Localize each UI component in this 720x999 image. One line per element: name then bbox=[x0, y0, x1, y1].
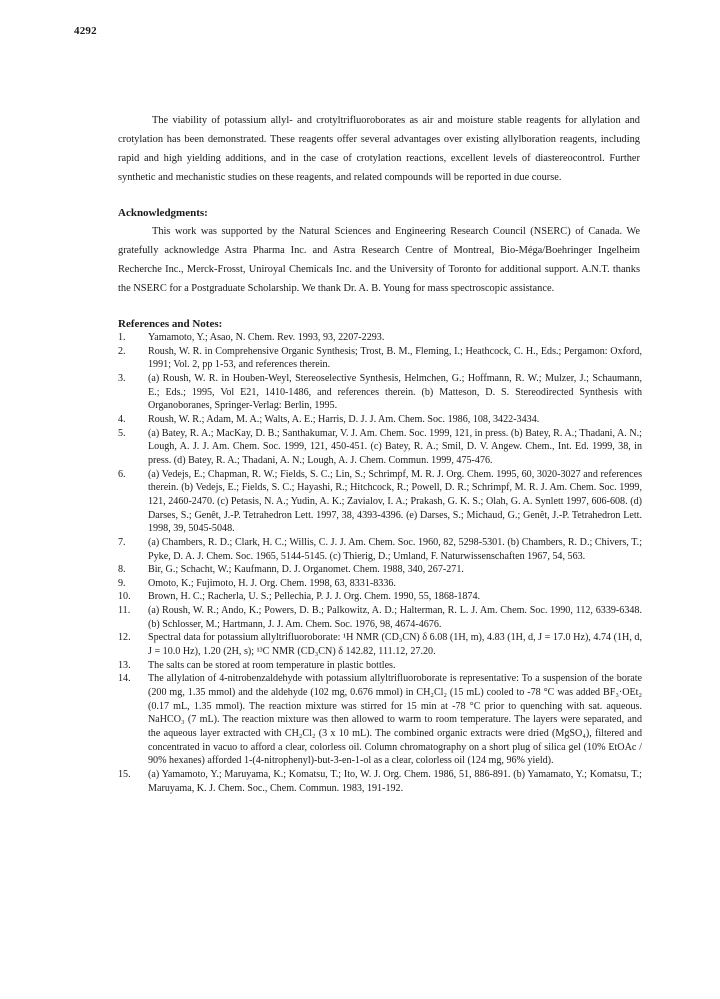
reference-item bbox=[118, 590, 642, 604]
reference-item bbox=[118, 413, 642, 427]
reference-text: (a) Roush, W. R.; Ando, K.; Powers, D. B.; Palkowitz, A. D.; Halterman, R. L. J. Am. Chem. Soc. 1990, 112, 6339-6348. (b) Schlosser, M.; Hartmann, J. J. Am. Chem. Soc. 1976, 98, 4674-4676. bbox=[148, 605, 642, 630]
reference-item bbox=[118, 563, 642, 577]
references-heading: References and Notes: bbox=[118, 318, 223, 330]
reference-number: 9. bbox=[118, 577, 126, 589]
conclusion-text: The viability of potassium allyl- and crotyltrifluoroborates as air and moisture stable reagents for allylation and crotylation has been demonstrated. These reagents offer several advantages over existing allylboration reagents, including rapid and high yielding additions, and in the case of crotylation reactions, excellent levels of diastereocontrol. Further synthetic and mechanistic studies on these reagents, and related compounds will be reported in due course. bbox=[118, 115, 640, 183]
reference-text: Bir, G.; Schacht, W.; Kaufmann, D. J. Organomet. Chem. 1988, 340, 267-271. bbox=[148, 564, 464, 576]
references-list bbox=[118, 331, 642, 795]
reference-number: 5. bbox=[118, 427, 126, 439]
reference-item bbox=[118, 468, 642, 536]
acknowledgments-paragraph bbox=[118, 222, 640, 298]
acknowledgments-text: This work was supported by the Natural Sciences and Engineering Research Council (NSERC) of Canada. We gratefully acknowledge Astra Pharma Inc. and Astra Research Centre of Montreal, Bio-Méga/Boehringer Ingelheim Recherche Inc., Merck-Frosst, Uniroyal Chemicals Inc. and the University of Toronto for additional support. A.N.T. thanks the NSERC for a Postgraduate Scholarship. We thank Dr. A. B. Young for mass spectroscopic assistance. bbox=[118, 226, 640, 294]
reference-text: (a) Vedejs, E.; Chapman, R. W.; Fields, S. C.; Lin, S.; Schrimpf, M. R. J. Org. Chem. 1995, 60, 3020-3027 and references therein. (b) Vedejs, E.; Fields, S. C.; Hayashi, R.; Hitchcock, R.; Powell, D. R.; Schrimpf, M. R. J. Am. Chem. Soc. 1999, 121, 2460-2470. (c) Petasis, N. A.; Yudin, A. K.; Zavialov, I. A.; Prakash, G. K. S.; Olah, G. A. Synlett 1997, 606-608. (d) Darses, S.; Genêt, J.-P. Tetrahedron Lett. 1997, 38, 4393-4396. (e) Darses, S.; Michaud, G.; Genêt, J.-P. Tetrahedron Lett. 1998, 39, 5045-5048. bbox=[148, 468, 642, 535]
reference-text: Roush, W. R.; Adam, M. A.; Walts, A. E.; Harris, D. J. J. Am. Chem. Soc. 1986, 108, 3422-3434. bbox=[148, 413, 540, 425]
reference-number: 7. bbox=[118, 536, 126, 548]
reference-text: (a) Yamamoto, Y.; Maruyama, K.; Komatsu, T.; Ito, W. J. Org. Chem. 1986, 51, 886-891. (b) Yamamato, Y.; Komatsu, T.; Maruyama, K. J. Chem. Soc., Chem. Commun. 1983, 191-192. bbox=[148, 769, 642, 794]
acknowledgments-heading: Acknowledgments: bbox=[118, 207, 208, 219]
reference-item bbox=[118, 536, 642, 563]
reference-number: 8. bbox=[118, 564, 126, 576]
reference-number: 13. bbox=[118, 659, 131, 671]
reference-text: (a) Roush, W. R. in Houben-Weyl, Stereoselective Synthesis, Helmchen, G.; Hoffmann, R. W.; Mulzer, J.; Schaumann, E.; Eds.; 1995, Vol E21, 1410-1486, and references therein. (b) Matteson, D. S. Stereodirected Synthesis with Organoboranes, Springer-Verlag: Berlin, 1995. bbox=[148, 372, 642, 412]
reference-item bbox=[118, 604, 642, 631]
reference-item bbox=[118, 672, 642, 768]
reference-text: Yamamoto, Y.; Asao, N. Chem. Rev. 1993, 93, 2207-2293. bbox=[148, 332, 385, 343]
reference-text: Spectral data for potassium allyltrifluoroborate: ¹H NMR (CD₃CN) δ 6.08 (1H, m), 4.83 (1H, d, J = 17.0 Hz), 4.74 (1H, d, J = 10.0 Hz), 1.20 (2H, s); ¹³C NMR (CD₃CN) δ 142.82, 111.12, 27.20. bbox=[148, 632, 642, 658]
reference-text: The allylation of 4-nitrobenzaldehyde with potassium allyltrifluoroborate is representative: To a suspension of the borate (200 mg, 1.35 mmol) and the aldehyde (102 mg, 0.676 mmol) in CH₂Cl₂ (15 mL) cooled to -78 °C was added BF₃·OEt₂ (0.17 mL, 1.35 mmol). The reaction mixture was stirred for 15 min at -78 °C prior to quenching with sat. aqueous. NaHCO₃ (7 mL). The reaction mixture was then allowed to warm to room temperature. The layers were separated, and the aqueous layer extracted with CH₂Cl₂ (3 x 10 mL). The combined organic extracts were dried (MgSO₄), filtered and concentrated in vacuo to afford a clear, colorless oil. Column chromatography on a short plug of silica gel (10% EtOAc / 90% hexanes) afforded 1-(4-nitrophenyl)-but-3-en-1-ol as a clear, colorless oil (124 mg, 96% yield). bbox=[148, 673, 642, 767]
reference-number: 11. bbox=[118, 605, 131, 617]
reference-item bbox=[118, 427, 642, 468]
conclusion-paragraph bbox=[118, 111, 640, 187]
reference-item bbox=[118, 331, 642, 345]
reference-text: Brown, H. C.; Racherla, U. S.; Pellechia, P. J. J. Org. Chem. 1990, 55, 1868-1874. bbox=[148, 591, 481, 603]
reference-item bbox=[118, 345, 642, 372]
reference-text: Roush, W. R. in Comprehensive Organic Synthesis; Trost, B. M., Fleming, I.; Heathcock, C. H., Eds.; Pergamon: Oxford, 1991; Vol. 2, pp 1-53, and references therein. bbox=[148, 345, 642, 371]
page-number: 4292 bbox=[74, 25, 97, 37]
reference-number: 14. bbox=[118, 673, 131, 685]
reference-number: 3. bbox=[118, 372, 126, 384]
reference-item bbox=[118, 659, 642, 673]
reference-number: 10. bbox=[118, 591, 131, 603]
reference-number: 4. bbox=[118, 413, 126, 425]
reference-number: 15. bbox=[118, 769, 131, 780]
reference-item bbox=[118, 768, 642, 795]
reference-text: The salts can be stored at room temperature in plastic bottles. bbox=[148, 659, 396, 671]
reference-item bbox=[118, 577, 642, 591]
reference-text: (a) Batey, R. A.; MacKay, D. B.; Santhakumar, V. J. Am. Chem. Soc. 1999, 121, in press. (b) Batey, R. A.; Thadani, A. N.; Lough, A. J. J. Am. Chem. Soc. 1999, 121, 450-451. (c) Batey, R. A.; Smil, D. V. Angew. Chem., Int. Ed. 1999, 38, in press. (d) Batey, R. A.; Thadani, A. N.; Lough, A. J. Chem. Commun. 1999, 475-476. bbox=[148, 427, 642, 466]
reference-number: 1. bbox=[118, 332, 126, 343]
reference-text: Omoto, K.; Fujimoto, H. J. Org. Chem. 1998, 63, 8331-8336. bbox=[148, 577, 396, 589]
reference-number: 6. bbox=[118, 468, 126, 480]
reference-number: 12. bbox=[118, 632, 131, 644]
reference-text: (a) Chambers, R. D.; Clark, H. C.; Willis, C. J. J. Am. Chem. Soc. 1960, 82, 5298-5301. (b) Chambers, R. D.; Chivers, T.; Pyke, D. A. J. Chem. Soc. 1965, 5144-5145. (c) Thierig, D.; Umland, F. Naturwissenschaften 1967, 54, 563. bbox=[148, 536, 642, 562]
reference-item bbox=[118, 372, 642, 413]
reference-number: 2. bbox=[118, 345, 126, 357]
reference-item bbox=[118, 631, 642, 658]
